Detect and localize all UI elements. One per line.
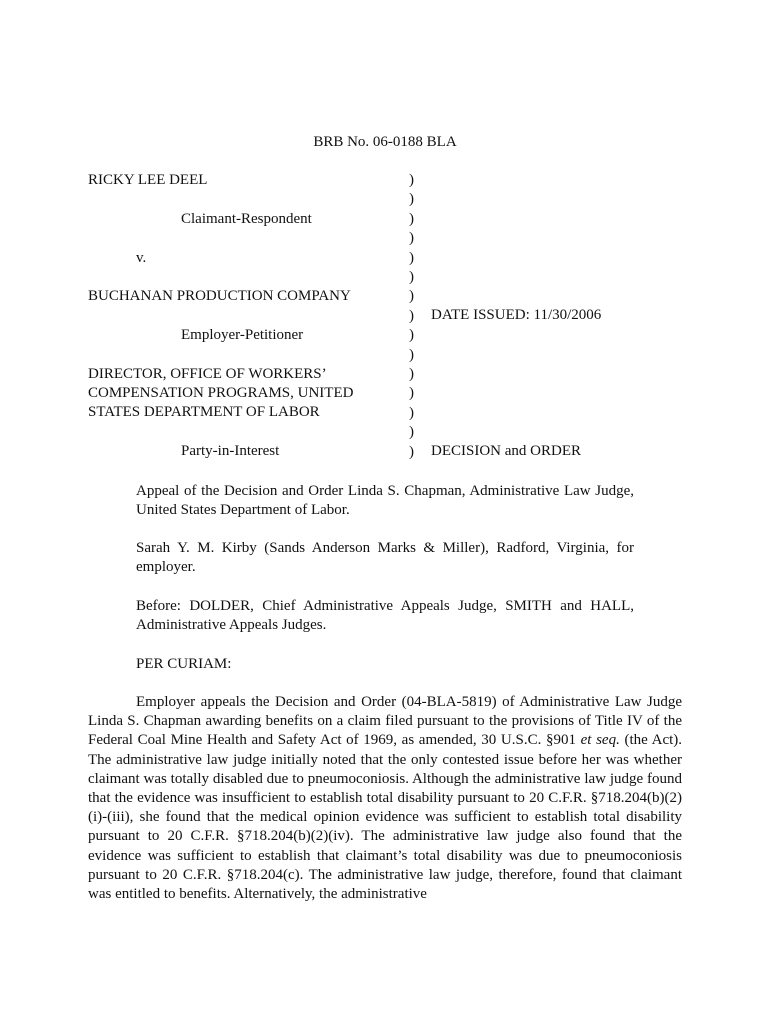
caption-paren: ) [409, 346, 414, 363]
director-role: Party-in-Interest [181, 443, 280, 459]
appeal-statement: Appeal of the Decision and Order Linda S. Chapman, Administrative Law Judge, United States Department of Labor. [136, 483, 634, 518]
date-issued: DATE ISSUED: 11/30/2006 [431, 307, 602, 323]
versus: v. [136, 250, 147, 266]
caption-paren: ) [409, 443, 414, 460]
director-line-1: DIRECTOR, OFFICE OF WORKERS’ [88, 366, 327, 382]
caption-paren: ) [409, 424, 414, 441]
director-line-2: COMPENSATION PROGRAMS, UNITED [88, 385, 354, 401]
caption-paren: ) [409, 210, 414, 227]
panel-statement: Before: DOLDER, Chief Administrative Appeals Judge, SMITH and HALL, Administrative Appeals Judges. [136, 598, 634, 633]
caption-paren: ) [409, 327, 414, 344]
opinion-paragraph [88, 693, 682, 904]
counsel-statement: Sarah Y. M. Kirby (Sands Anderson Marks & Miller), Radford, Virginia, for employer. [136, 540, 634, 575]
per-curiam-heading: PER CURIAM: [136, 656, 232, 672]
caption-paren: ) [409, 191, 414, 208]
caption-paren: ) [409, 172, 414, 188]
claimant-role: Claimant-Respondent [181, 211, 312, 227]
caption-paren: ) [409, 307, 414, 324]
docket-number: BRB No. 06-0188 BLA [313, 134, 457, 150]
employer-role: Employer-Petitioner [181, 327, 304, 343]
opinion-text-part-1: Employer appeals the Decision and Order (04-BLA-5819) of Administrative Law Judge Linda S. Chapman awarding benefits on a claim filed pursuant to the provisions of Title IV of the Federal Coal Mine Health and Safety Act of 1969, as amended, 30 U.S.C. §901 [88, 694, 682, 749]
opinion-text-italic: et seq. [580, 732, 620, 749]
director-line-3: STATES DEPARTMENT OF LABOR [88, 404, 320, 420]
caption-paren: ) [409, 385, 414, 402]
decision-label: DECISION and ORDER [431, 443, 581, 459]
caption-paren: ) [409, 230, 414, 247]
claimant-name: RICKY LEE DEEL [88, 172, 208, 188]
employer-name: BUCHANAN PRODUCTION COMPANY [88, 288, 351, 304]
caption-paren: ) [409, 269, 414, 285]
caption-paren: ) [409, 366, 414, 382]
caption-paren: ) [409, 404, 414, 421]
caption-paren: ) [409, 288, 414, 305]
opinion-text-part-2: (the Act). The administrative law judge initially noted that the only contested issue before her was whether claimant was totally disabled due to pneumoconiosis. Although the administrative law judge found that the evidence was insufficient to establish total disability pursuant to 20 C.F.R. §718.204(b)(2)(i)-(iii), she found that the medical opinion evidence was sufficient to establish total disability pursuant to 20 C.F.R. §718.204(b)(2)(iv). The administrative law judge also found that the evidence was sufficient to establish that claimant’s total disability was due to pneumoconiosis pursuant to 20 C.F.R. §718.204(c). The administrative law judge, therefore, found that claimant was entitled to benefits. Alternatively, the administrative [88, 732, 683, 903]
caption-paren: ) [409, 249, 414, 266]
